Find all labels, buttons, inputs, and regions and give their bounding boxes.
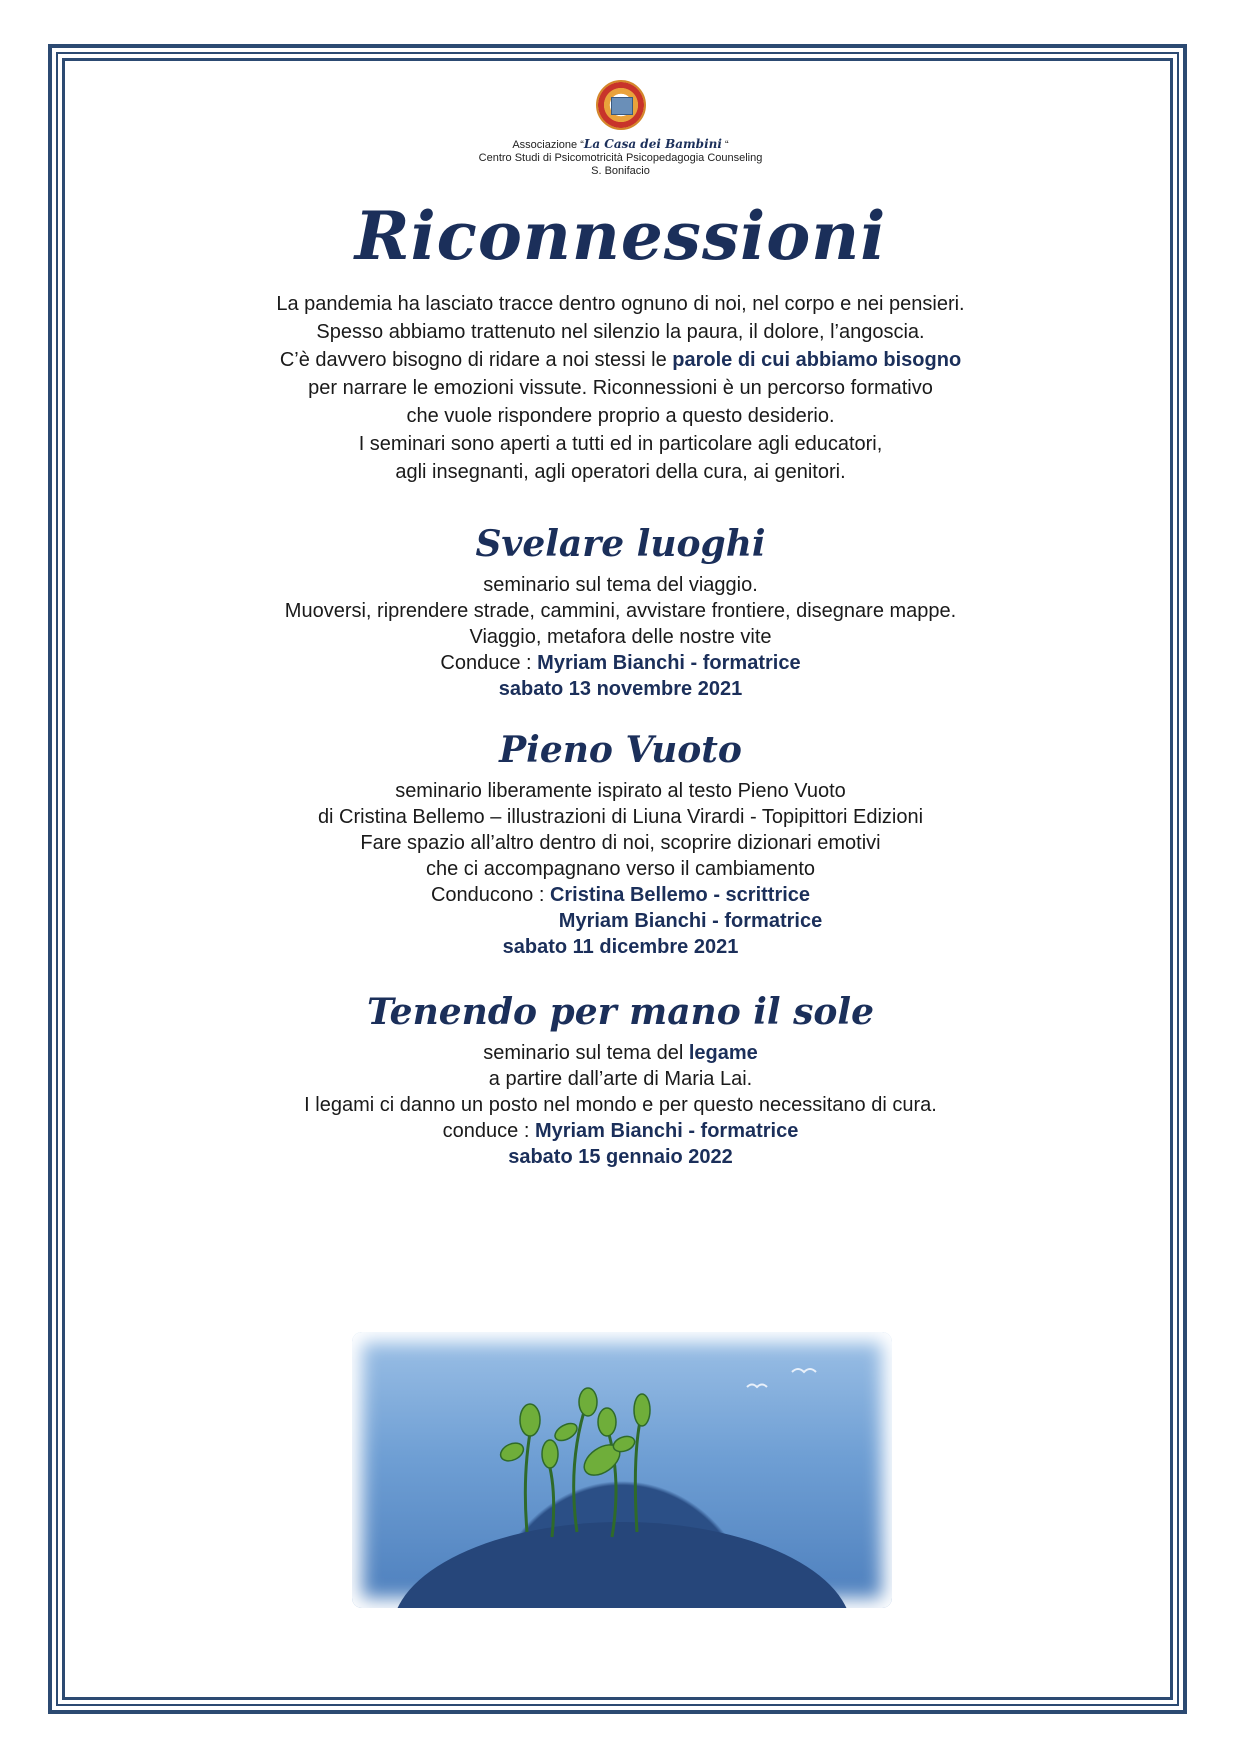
- seminar-line: seminario sul tema del viaggio.: [483, 574, 758, 596]
- leaf-shape: [498, 1440, 527, 1465]
- association-name-line: [70, 138, 1171, 152]
- seminar-2: [70, 728, 1171, 960]
- lead-label: Conducono :: [430, 884, 550, 906]
- intro-text: [70, 290, 1171, 486]
- seminar-date: sabato 15 gennaio 2022: [508, 1146, 733, 1168]
- globe-shape: [392, 1522, 852, 1608]
- seminar-date: sabato 11 dicembre 2021: [502, 936, 739, 958]
- seminar-line: a partire dall’arte di Maria Lai.: [488, 1068, 753, 1090]
- seminar-lead: [70, 1118, 1171, 1144]
- seminar-emphasis: legame: [688, 1042, 758, 1064]
- association-header: [70, 138, 1171, 178]
- seminar-line: Viaggio, metafora delle nostre vite: [469, 626, 772, 648]
- leaf-shape: [542, 1440, 558, 1468]
- seminar-line: Muoversi, riprendere strade, cammini, avvistare frontiere, disegnare mappe.: [284, 600, 957, 622]
- seminar-title: Svelare luoghi: [475, 523, 766, 565]
- lead-name: Cristina Bellemo - scrittrice: [549, 884, 811, 906]
- assoc-name: La Casa dei Bambini: [583, 137, 722, 151]
- seminar-date: sabato 13 novembre 2021: [498, 678, 743, 700]
- seminar-line: Fare spazio all’altro dentro di noi, scoprire dizionari emotivi: [360, 832, 881, 854]
- lead-name: Myriam Bianchi - formatrice: [534, 1120, 799, 1142]
- intro-line: I seminari sono aperti a tutti ed in particolare agli educatori,: [358, 433, 883, 455]
- seminar-line: che ci accompagnano verso il cambiamento: [425, 858, 816, 880]
- seminar-title: Pieno Vuoto: [499, 729, 742, 771]
- association-place: S. Bonifacio: [591, 165, 650, 177]
- leaf-shape: [579, 1388, 597, 1416]
- logo-house-icon: [611, 97, 633, 115]
- lead-label: Conduce :: [440, 652, 538, 674]
- seminar-body: [70, 778, 1171, 960]
- association-logo: [596, 80, 646, 130]
- intro-line: [70, 346, 1171, 374]
- intro-text-span: C’è davvero bisogno di ridare a noi stessi le: [279, 349, 673, 371]
- assoc-prefix: Associazione “: [512, 139, 584, 151]
- flyer-content: [70, 80, 1171, 1170]
- leaf-shape: [520, 1404, 540, 1436]
- seminar-line: [70, 1040, 1171, 1066]
- seminar-lead: [70, 650, 1171, 676]
- seminar-line: di Cristina Bellemo – illustrazioni di Liuna Virardi - Topipittori Edizioni: [317, 806, 924, 828]
- bird-icon: [747, 1385, 767, 1388]
- lead-label: conduce :: [442, 1120, 535, 1142]
- sprouts-illustration: [352, 1332, 892, 1608]
- intro-emphasis: parole di cui abbiamo bisogno: [672, 349, 962, 371]
- lead-name-second: Myriam Bianchi - formatrice: [558, 910, 823, 932]
- lead-name: Myriam Bianchi - formatrice: [537, 652, 801, 674]
- intro-line: per narrare le emozioni vissute. Riconnessioni è un percorso formativo: [308, 377, 933, 399]
- leaf-shape: [552, 1420, 580, 1444]
- seminar-line: seminario liberamente ispirato al testo Pieno Vuoto: [395, 780, 846, 802]
- seminar-text-span: seminario sul tema del: [483, 1042, 689, 1064]
- seminar-lead: [70, 882, 1171, 908]
- leaf-shape: [598, 1408, 616, 1436]
- sprouts-on-globe-image: [352, 1332, 892, 1608]
- assoc-suffix: “: [721, 139, 729, 151]
- leaf-shape: [634, 1394, 650, 1426]
- seminar-body: [70, 1040, 1171, 1170]
- bird-icon: [792, 1369, 816, 1372]
- intro-line: La pandemia ha lasciato tracce dentro ognuno di noi, nel corpo e nei pensieri.: [276, 293, 965, 315]
- seminar-body: [70, 572, 1171, 702]
- intro-line: Spesso abbiamo trattenuto nel silenzio la paura, il dolore, l’angoscia.: [316, 321, 925, 343]
- intro-line: agli insegnanti, agli operatori della cura, ai genitori.: [395, 461, 846, 483]
- page-title: Riconnessioni: [354, 197, 887, 275]
- intro-line: che vuole rispondere proprio a questo desiderio.: [406, 405, 835, 427]
- sprouts-group: [525, 1402, 642, 1537]
- seminar-1: [70, 522, 1171, 702]
- seminar-3: [70, 990, 1171, 1170]
- association-subtitle: Centro Studi di Psicomotricità Psicopedagogia Counseling: [478, 152, 763, 164]
- seminar-title: Tenendo per mano il sole: [367, 991, 874, 1033]
- seminar-line: I legami ci danno un posto nel mondo e per questo necessitano di cura.: [304, 1094, 937, 1116]
